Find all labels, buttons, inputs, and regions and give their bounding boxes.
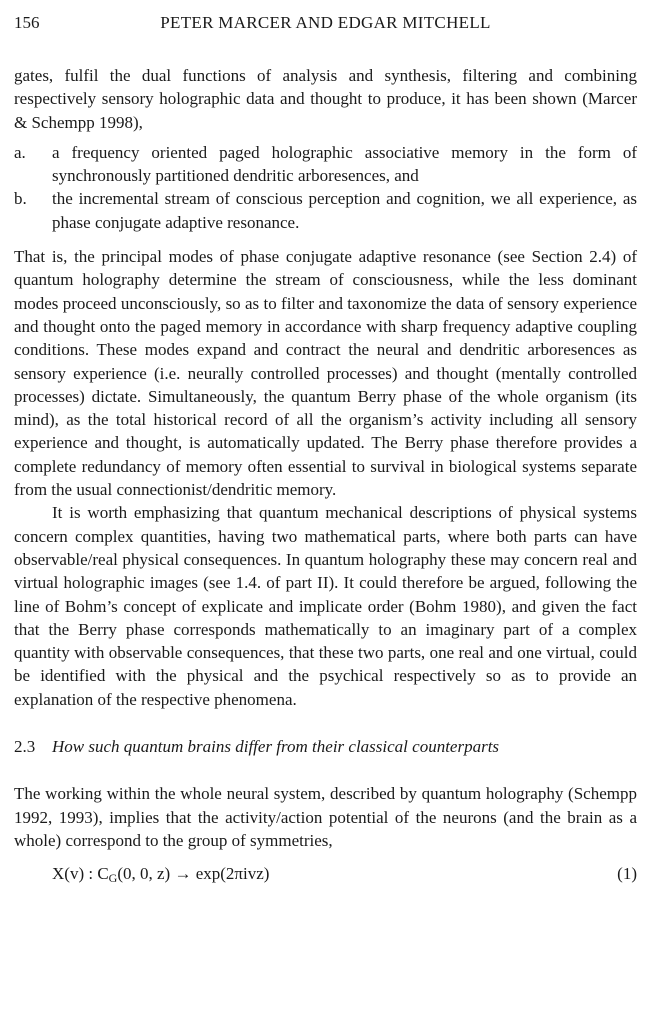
equation-lhs: X(v) : C	[52, 864, 109, 884]
list-marker: a.	[14, 142, 26, 162]
list-item-text: a frequency oriented paged holographic associative memory in the form of synchronously partitioned dendritic arboresences, and	[52, 142, 637, 186]
equation-number: (1)	[617, 864, 637, 884]
section-number: 2.3	[14, 737, 36, 757]
list-marker: b.	[14, 189, 27, 209]
section-title: How such quantum brains differ from their classical counterparts	[52, 737, 500, 757]
paragraph-continuation: gates, fulfil the dual functions of analysis and synthesis, filtering and combining respectively sensory holographic data and thought to produce, it has been shown (Marcer & Schempp 1998),	[14, 66, 637, 132]
paragraph-emphasis: It is worth emphasizing that quantum mechanical descriptions of physical systems concern complex quantities, having two mathematical parts, where both parts can have observable/real physical consequences. In quantum holography these may concern real and virtual holographic images (see 1.4. of part II). It could therefore be argued, following the line of Bohm’s concept of explicate and implicate order (Bohm 1980), and given the fact that the Berry phase corresponds mathematically to an imaginary part of a complex quantity with observable consequences, that these two parts, one real and one virtual, could be identified with the physical and the psychical respectively so as to provide an explanation of the respective phenomena.	[14, 503, 637, 709]
running-title: PETER MARCER AND EDGAR MITCHELL	[160, 13, 491, 32]
running-head	[14, 10, 637, 36]
paragraph-modes: That is, the principal modes of phase conjugate adaptive resonance (see Section 2.4) of quantum holography determine the stream of consciousness, while the less dominant modes proceed unconsciously, so as to filter and taxonomize the data of sensory experience and thought onto the paged memory in accordance with sharp frequency adaptive coupling conditions. These modes expand and contract the neural and dendritic arboresences as sensory experience (i.e. neurally controlled processes) and thought (mentally controlled processes) dictate. Simultaneously, the quantum Berry phase of the whole organism (its mind), as the total historical record of all the organism’s activity including all sensory experience and thought, is automatically updated. The Berry phase therefore provides a complete redundancy of memory often essential to survival in biological systems separate from the usual connectionist/dendritic memory.	[14, 247, 637, 500]
paragraph-working: The working within the whole neural system, described by quantum holography (Schempp 1992, 1993), implies that the activity/action potential of the neurons (and the brain as a whole) correspond to the group of symmetries,	[14, 784, 637, 850]
page-number: 156	[14, 13, 40, 32]
enumerated-list	[14, 141, 637, 234]
equation-rhs: (0, 0, z) → exp(2πivz)	[117, 864, 270, 884]
list-item-text: the incremental stream of conscious perception and cognition, we all experience, as phase conjugate adaptive resonance.	[52, 189, 637, 232]
list-item-b	[14, 187, 637, 234]
page	[14, 0, 637, 885]
equation-subscript: G	[108, 871, 118, 886]
list-item-a	[14, 141, 637, 188]
section-heading	[14, 735, 637, 758]
equation-1	[14, 862, 637, 885]
